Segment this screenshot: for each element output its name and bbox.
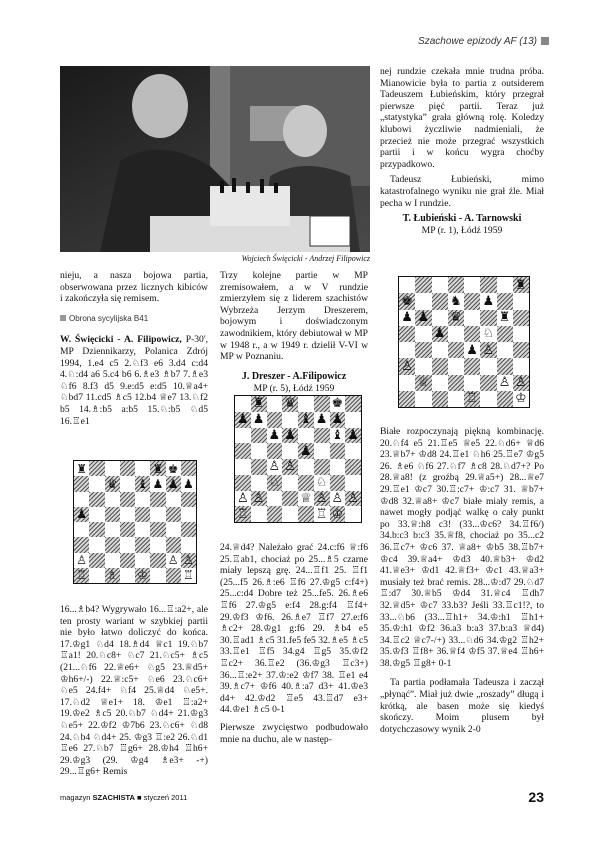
chess-piece-icon: ♟: [315, 412, 328, 428]
chess-piece-icon: ♙: [167, 553, 179, 568]
board-square: [166, 553, 181, 568]
opening-label: Obrona sycylijska B41: [60, 313, 208, 325]
chess-piece-icon: ♞: [450, 293, 462, 309]
board-square: [497, 310, 513, 326]
board-square: [448, 375, 464, 391]
board-square: [235, 428, 251, 444]
paragraph: Ta partia podłamała Tadeusza i zaczął „płynąć”. Miał już dwie „roszady” długą i krótką, ale basen może się kiedyś skończy. Moim plusem był dotychczasowy wynik 2-0: [380, 677, 544, 735]
board-square: [497, 326, 513, 342]
board-square: [89, 522, 104, 537]
board-square: [432, 326, 448, 342]
board-square: [267, 412, 283, 428]
board-square: [267, 506, 283, 522]
board-square: [415, 358, 431, 374]
board-square: [298, 396, 314, 412]
board-square: [497, 358, 513, 374]
chess-piece-icon: ♟: [182, 476, 194, 491]
board-square: [464, 310, 480, 326]
board-square: [448, 342, 464, 358]
chess-piece-icon: ♚: [331, 396, 344, 412]
chess-piece-icon: ♙: [401, 358, 413, 374]
board-square: [345, 475, 361, 491]
board-square: [298, 412, 314, 428]
board-square: [464, 277, 480, 293]
board-square: [181, 492, 196, 507]
board-square: [345, 412, 361, 428]
paragraph: Trzy kolejne partie w MP zremisowałem, a w V rundzie zmierzyłem się z liderem szachistów Wybrzeża Jerzym Dreszerem, bojowym i doświadczonym zawodnikiem, który debiutował w MP w 1948 r., a w 1949 r. dzielił V-VI w MP w Poznaniu.: [220, 270, 368, 363]
board-square: [513, 310, 529, 326]
chess-piece-icon: ♙: [315, 490, 328, 506]
board-square: [166, 476, 181, 491]
board-square: [74, 537, 89, 552]
board-square: [251, 475, 267, 491]
board-square: [120, 461, 135, 476]
board-square: [448, 358, 464, 374]
game-score: W. Święcicki - A. Filipowicz, P-30', MP Dziennikarzy, Polanica Zdrój 1994, 1.e4 c5 2.♘f3 e6 3.d4 c:d4 4.♘:d4 a6 5.c4 b6 6.♗e3 ♗b7 7.♗e3 ♘f6 8.f3 d5 9.e:d5 e:d5 10.♕a4+ ♘bd7 11.cd5 ♗c5 12.b4 ♕e7 13.♘f2 b5 14.♗:b5 a:b5 15.♘:b5 ♘d5 16.♖e1: [60, 334, 208, 427]
chess-piece-icon: ♖: [315, 506, 328, 522]
chess-piece-icon: ♟: [331, 412, 344, 428]
board-square: [298, 475, 314, 491]
chess-piece-icon: ♟: [76, 507, 87, 522]
paragraph: nej rundzie czekała mnie trudna próba. Mianowicie była to partia z outsiderem Tadeuszem Łubieńskim, który przegrał pierwsze pięć partii. Teraz już „statystyka” grała główną rolę. Koledzy klubowi życzliwie nadmieniali, że przecież nie może przegrać wszystkich partii i w końcu wygra choćby przypadkowo.: [380, 66, 544, 170]
paragraph: Pierwsze zwycięstwo podbudowało mnie na duchu, ale w następ-: [220, 721, 368, 745]
chess-piece-icon: ♕: [417, 375, 430, 391]
board-square: [282, 428, 298, 444]
chess-piece-icon: ♔: [137, 568, 148, 583]
board-square: [251, 428, 267, 444]
board-square: [181, 568, 196, 583]
chess-piece-icon: ♝: [331, 427, 344, 443]
board-square: [513, 277, 529, 293]
chess-piece-icon: ♘: [315, 475, 328, 491]
photo-caption: Wojciech Święcicki - Andrzej Filipowicz: [241, 254, 370, 263]
chess-piece-icon: ♔: [515, 391, 527, 407]
board-square: [74, 553, 89, 568]
board-square: [432, 342, 448, 358]
board-square: [513, 326, 529, 342]
board-square: [480, 358, 496, 374]
board-square: [150, 461, 165, 476]
chess-piece-icon: ♜: [252, 396, 265, 412]
game-annotation: Białe rozpoczynają piękną kombinację. 20.♘f4 e5 21.♖e5 ♕e5 22.♘d6+ ♕d6 23.♕b7+ ♔d8 24.♖e1 ♘h6 25.♖e7 ♔g5 26. ♗e6 ♘f6 27.♘f7 ♗c8 28.♘d7+? Po 28.♕a8! (z groźbą 29.♕a5+) 28...♕e7 29.♖e1 ♔c7 30.♖:c7+ ♔:c7 31. ♕b7+ ♔d8 32.♕a8+ ♔c7 białe miały remis, a nawet mogły podjąć walkę o cały punkt po 33.♕:h8 c3! (33...♔c6? 34.♖f6/) 34.b:c3 b:c3 35.♕f8, chociaż po 35...c2 36.♖c7+ ♔c6 37. ♕a8+ ♔b5 38.♖b7+ ♔c4 39.♕a4+ ♔d3 40.♕b3+ ♔d2 41.♕e3+ ♔d1 42.♕f3+ ♔c1 43.♕a3+ musiały też brać remis. 28...♔:d7 29.♘d7 ♖:d7 30.♕b5 ♔d4 31.♕c4 ♖dh7 32.♕d5+ ♔c7 33.b3? Jeśli 33.♖c1!?, to 33...♘b6 (33...♖h1+ 34.♔:h1 ♖h1+ 35.♔:h1 ♔f2 36.a3 b:a3 37.b:a3 ♕d4) 34.♖c2 ♕c7-/+) 33...♘d6 34.♔g2 ♖h2+ 35.♔f3 ♖f8+ 36.♕f4 ♔f5 37.♕e4 ♖h6+ 38.♔g5 ♖g8+ 0-1: [380, 426, 544, 669]
board-square: [105, 476, 120, 491]
column-3-continued: [380, 426, 544, 739]
board-square: [399, 375, 415, 391]
board-square: [120, 476, 135, 491]
board-square: [399, 310, 415, 326]
board-square: [105, 492, 120, 507]
board-square: [345, 443, 361, 459]
board-square: [105, 568, 120, 583]
game-title: T. Łubieński - A. Tarnowski: [402, 213, 522, 225]
board-square: [74, 476, 89, 491]
board-square: [120, 537, 135, 552]
board-square: [480, 391, 496, 407]
game-subtitle: MP (r. 5), Łódź 1959: [253, 382, 335, 394]
board-square: [464, 326, 480, 342]
chess-piece-icon: ♙: [498, 375, 511, 391]
running-header: Szachowe epizody AF (13): [418, 36, 549, 47]
chess-piece-icon: ♜: [498, 310, 511, 326]
chess-piece-icon: ♚: [401, 293, 413, 309]
board-square: [235, 491, 251, 507]
board-square: [415, 310, 431, 326]
board-square: [235, 412, 251, 428]
board-square: [89, 553, 104, 568]
board-square: [345, 491, 361, 507]
game-title: J. Dreszer - A.Filipowicz: [241, 370, 347, 382]
column-3: [380, 66, 544, 236]
board-square: [497, 375, 513, 391]
board-square: [282, 459, 298, 475]
board-square: [135, 492, 150, 507]
board-square: [135, 461, 150, 476]
chess-piece-icon: ♝: [137, 476, 148, 491]
board-square: [432, 277, 448, 293]
chess-piece-icon: ♟: [401, 310, 413, 326]
board-square: [464, 293, 480, 309]
board-square: [251, 443, 267, 459]
board-square: [480, 310, 496, 326]
chess-piece-icon: ♙: [237, 490, 249, 506]
board-square: [89, 507, 104, 522]
board-square: [464, 342, 480, 358]
page-footer: [60, 789, 544, 805]
board-square: [89, 537, 104, 552]
board-square: [135, 553, 150, 568]
board-square: [267, 475, 283, 491]
page-number: 23: [528, 789, 544, 805]
chess-piece-icon: ♖: [237, 506, 249, 522]
chess-piece-icon: ♟: [268, 427, 281, 443]
board-square: [120, 492, 135, 507]
board-square: [432, 358, 448, 374]
board-square: [415, 293, 431, 309]
chess-piece-icon: ♙: [515, 375, 527, 391]
board-square: [181, 537, 196, 552]
board-square: [267, 428, 283, 444]
board-square: [298, 506, 314, 522]
board-square: [399, 391, 415, 407]
board-square: [330, 475, 346, 491]
board-square: [166, 507, 181, 522]
board-square: [345, 506, 361, 522]
board-square: [480, 342, 496, 358]
chess-piece-icon: ♗: [106, 568, 118, 583]
board-square: [399, 342, 415, 358]
column-2-continued: [220, 542, 368, 749]
column-1: [60, 270, 208, 431]
board-square: [298, 443, 314, 459]
chess-piece-icon: ♛: [106, 476, 118, 491]
board-square: [448, 310, 464, 326]
board-square: [513, 293, 529, 309]
board-square: [251, 459, 267, 475]
board-square: [415, 277, 431, 293]
board-square: [166, 492, 181, 507]
board-square: [345, 459, 361, 475]
board-square: [497, 277, 513, 293]
board-square: [105, 537, 120, 552]
chess-piece-icon: ♙: [252, 490, 265, 506]
board-square: [181, 553, 196, 568]
board-square: [314, 475, 330, 491]
board-square: [399, 293, 415, 309]
board-square: [497, 293, 513, 309]
board-square: [480, 293, 496, 309]
board-square: [150, 492, 165, 507]
chess-piece-icon: ♘: [482, 326, 495, 342]
chess-piece-icon: ♟: [284, 427, 296, 443]
board-square: [330, 396, 346, 412]
board-square: [89, 492, 104, 507]
board-square: [432, 391, 448, 407]
board-square: [105, 507, 120, 522]
board-square: [298, 428, 314, 444]
board-square: [267, 396, 283, 412]
board-square: [513, 342, 529, 358]
chess-piece-icon: ♛: [450, 310, 462, 326]
chess-piece-icon: ♜: [152, 461, 164, 476]
board-square: [120, 522, 135, 537]
board-square: [74, 507, 89, 522]
board-square: [330, 443, 346, 459]
board-square: [415, 375, 431, 391]
board-square: [480, 375, 496, 391]
board-square: [282, 491, 298, 507]
board-square: [120, 507, 135, 522]
chess-piece-icon: ♙: [482, 342, 495, 358]
board-square: [150, 507, 165, 522]
board-square: [267, 443, 283, 459]
chess-piece-icon: ♟: [347, 427, 359, 443]
board-square: [415, 326, 431, 342]
board-square: [432, 310, 448, 326]
board-square: [135, 537, 150, 552]
board-square: [166, 568, 181, 583]
board-square: [150, 476, 165, 491]
board-square: [267, 491, 283, 507]
chess-piece-icon: ♟: [482, 293, 495, 309]
board-square: [181, 522, 196, 537]
board-square: [74, 461, 89, 476]
paragraph: nieju, a nasza bojowa partia, obserwowana przez licznych kibiców i zakończyła się remisem.: [60, 270, 208, 305]
board-square: [345, 396, 361, 412]
column-2: [220, 270, 368, 394]
board-square: [314, 459, 330, 475]
board-square: [480, 326, 496, 342]
board-square: [282, 443, 298, 459]
board-square: [105, 522, 120, 537]
board-square: [464, 391, 480, 407]
board-square: [150, 568, 165, 583]
chess-piece-icon: ♖: [466, 391, 478, 407]
chessboard-diagram-1: [73, 460, 197, 584]
chess-piece-icon: ♖: [182, 568, 194, 583]
board-square: [120, 553, 135, 568]
board-square: [135, 476, 150, 491]
board-square: [74, 492, 89, 507]
board-square: [399, 277, 415, 293]
board-square: [235, 443, 251, 459]
board-square: [298, 459, 314, 475]
board-square: [150, 537, 165, 552]
chess-piece-icon: ♝: [300, 412, 312, 428]
board-square: [105, 553, 120, 568]
board-square: [432, 293, 448, 309]
board-square: [298, 491, 314, 507]
board-square: [330, 506, 346, 522]
chess-piece-icon: ♚: [167, 461, 179, 476]
board-square: [330, 459, 346, 475]
board-square: [150, 522, 165, 537]
board-square: [464, 358, 480, 374]
board-square: [135, 522, 150, 537]
board-square: [235, 506, 251, 522]
board-square: [282, 412, 298, 428]
game-annotation: 16...♗b4? Wygrywało 16...♖:a2+, ale ten prosty wariant w szybkiej partii nie było łatwo doliczyć do końca. 17.♔g1 ♘d4 18.♗d4 ♕c1 19.♘b7 ♖a1! 20.♘c8+ ♘c7 21.♘c5+ ♗c5 (21...♘f6 22.♕e6+ ♘g5 23.♕d5+ ♔h6+/-) 22.♕:c5+ ♘e6 23.♘c6+ ♘e5 24.f4+ ♘f4 25.♕d4 ♘e5+. 17.♘d2 ♕e1+ 18. ♔e1 ♖:a2+ 19.♔e2 ♗c5 20.♘b7 ♘d4+ 21.♔g3 ♘e5+ 22.♔f2 ♔7b6 23.♘c6+ ♘d8 24.♘b4 ♘d4+ 25. ♔g3 ♖:e2 26.♘d1 ♖e6 27.♘b7 ♖g6+ 28.♔h4 ♖h6+ 29.♔g3 (29. ♔g4 ♗e3+ -+) 29...♖g6+ Remis: [60, 604, 208, 778]
board-square: [166, 537, 181, 552]
chess-piece-icon: ♟: [300, 443, 312, 459]
board-square: [282, 506, 298, 522]
board-square: [282, 396, 298, 412]
game-subtitle: MP (r. 1), Łódź 1959: [421, 225, 503, 237]
chess-piece-icon: ♟: [433, 326, 446, 342]
chess-piece-icon: ♙: [268, 459, 281, 475]
board-square: [181, 461, 196, 476]
chess-piece-icon: ♖: [76, 568, 87, 583]
paragraph: Tadeusz Łubieński, mimo katastrofalnego wyniku nie grał źle. Miał pecha w I rundzie.: [380, 174, 544, 209]
board-square: [314, 412, 330, 428]
board-square: [89, 461, 104, 476]
board-square: [235, 459, 251, 475]
board-square: [135, 568, 150, 583]
board-square: [314, 491, 330, 507]
board-square: [135, 507, 150, 522]
chess-piece-icon: ♟: [252, 412, 265, 428]
board-square: [235, 475, 251, 491]
board-square: [399, 326, 415, 342]
chessboard-diagram-3: [398, 276, 530, 408]
board-square: [314, 396, 330, 412]
board-square: [415, 342, 431, 358]
chess-piece-icon: ♜: [515, 277, 527, 293]
board-square: [448, 326, 464, 342]
board-square: [105, 461, 120, 476]
chess-piece-icon: ♟: [237, 412, 249, 428]
board-square: [251, 412, 267, 428]
board-square: [282, 475, 298, 491]
board-square: [448, 391, 464, 407]
chess-piece-icon: ♛: [284, 396, 296, 412]
game-annotation: 24.♕d4? Należało grać 24.c:f6 ♕:f6 25.♖ab1, chociaż po 25...♗5 czarne miały lepszą grę. 24...♖f1 25. ♖f1 (25...f5 26.♗:e6 ♖f6 27.♔g5 c:f4+) 25...c:d4 Dobre też 25...fe5. 26.♗e6 ♖f6 27.♔g5 e:f4 28.g:f4 ♖f4+ 29.♔f3 ♔f6. 26.♗e7 ♖f7 27.e:f6 ♗c2+ 28.♔g1 g:f6 29. ♗b4 e5 30.♖ad1 ♗c5 31.fe5 fe5 32.♗e5 ♗c5 33.♖e1 ♖f5 34.g4 ♖g5 35.♔f2 ♖c2+ 36.♖e2 (36.♔g3 ♖c3+) 36...♖:e2+ 37.♔:e2 ♔f7 38. ♖e1 e4 39.♗c7+ ♔f6 40.♗:a7 d3+ 41.♔e3 d4+ 42.♔d2 ♖e5 43.♖d7 e3+ 44.♔e1 ♗c5 0-1: [220, 542, 368, 716]
chess-piece-icon: ♜: [76, 461, 87, 476]
board-square: [150, 553, 165, 568]
chess-piece-icon: ♙: [331, 490, 344, 506]
chess-piece-icon: ♔: [331, 506, 344, 522]
board-square: [74, 568, 89, 583]
board-square: [267, 459, 283, 475]
board-square: [345, 428, 361, 444]
board-square: [251, 396, 267, 412]
chess-piece-icon: ♕: [300, 490, 312, 506]
chessboard-diagram-2: [234, 395, 362, 523]
board-square: [330, 428, 346, 444]
board-square: [251, 491, 267, 507]
board-square: [497, 391, 513, 407]
board-square: [74, 522, 89, 537]
chess-piece-icon: ♙: [76, 553, 87, 568]
chess-piece-icon: ♘: [268, 475, 281, 491]
photo-chess-players: [60, 66, 370, 252]
chess-piece-icon: ♙: [347, 490, 359, 506]
board-square: [314, 506, 330, 522]
chess-piece-icon: ♙: [284, 459, 296, 475]
board-square: [480, 277, 496, 293]
board-square: [89, 476, 104, 491]
board-square: [166, 522, 181, 537]
board-square: [513, 391, 529, 407]
board-square: [89, 568, 104, 583]
board-square: [448, 293, 464, 309]
chess-piece-icon: ♟: [152, 476, 164, 491]
board-square: [330, 412, 346, 428]
board-square: [181, 507, 196, 522]
chess-piece-icon: ♟: [466, 342, 478, 358]
chess-piece-icon: ♙: [182, 553, 194, 568]
board-square: [314, 428, 330, 444]
board-square: [399, 358, 415, 374]
board-square: [166, 461, 181, 476]
board-square: [513, 358, 529, 374]
chess-piece-icon: ♟: [417, 310, 430, 326]
board-square: [513, 375, 529, 391]
board-square: [314, 443, 330, 459]
board-square: [235, 396, 251, 412]
board-square: [448, 277, 464, 293]
board-square: [120, 568, 135, 583]
magazine-name: magazyn SZACHISTA ■ styczeń 2011: [60, 793, 188, 802]
board-square: [432, 375, 448, 391]
board-square: [497, 342, 513, 358]
column-1-continued: [60, 604, 208, 782]
board-square: [330, 491, 346, 507]
board-square: [415, 391, 431, 407]
chess-piece-icon: ♟: [167, 476, 179, 491]
board-square: [251, 506, 267, 522]
board-square: [464, 375, 480, 391]
board-square: [181, 476, 196, 491]
